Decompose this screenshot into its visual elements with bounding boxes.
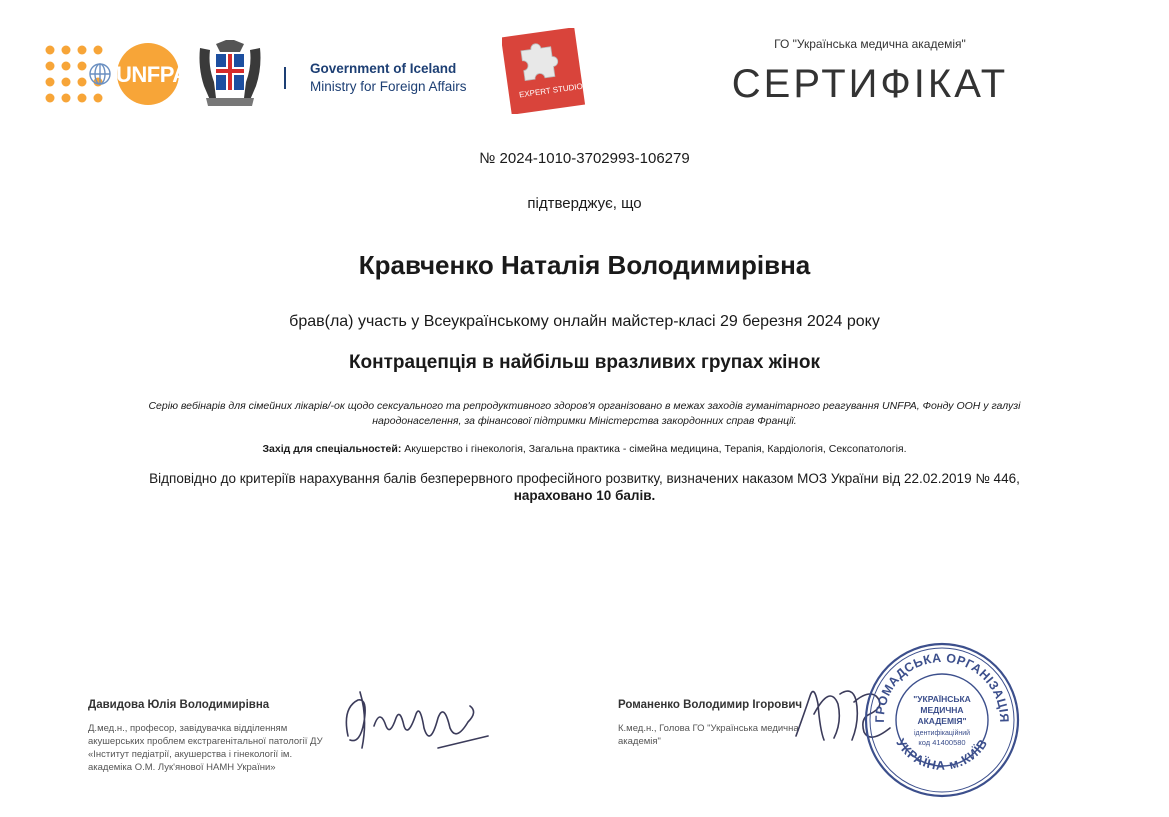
gov-iceland-subtitle: Ministry for Foreign Affairs — [310, 79, 467, 94]
organization-name: ГО "Українська медична академія" — [774, 37, 966, 51]
signatory-right-name: Романенко Володимир Ігорович — [618, 699, 803, 711]
stamp-line: "УКРАЇНСЬКА — [913, 694, 971, 704]
specialties-line — [0, 443, 1169, 455]
signature-left — [338, 678, 498, 758]
certificate-title: СЕРТИФІКАТ — [731, 62, 1009, 106]
points-awarded: нараховано 10 балів. — [513, 488, 656, 503]
confirms-text: підтверджує, що — [527, 195, 642, 212]
stamp-outer-text: ГРОМАДСЬКА ОРГАНІЗАЦІЯ — [872, 650, 1012, 723]
stamp-bottom-text: УКРАЇНА м.КИЇВ — [893, 736, 991, 773]
stamp-line: код 41400580 — [918, 738, 966, 747]
signatory-left-name: Давидова Юлія Володимирівна — [88, 699, 270, 711]
un-emblem-icon — [90, 64, 110, 84]
gov-iceland-title: Government of Iceland — [310, 61, 457, 76]
signatory-left-description: Д.мед.н., професор, завідувачка відділенням акушерських проблем екстрагенітальної патології ДУ «Інститут педіатрії, акушерства і гінекології ім. академіка О.М. Лук'янової НАМН України» — [88, 723, 323, 773]
specialties-label: Захід для спеціальностей: — [262, 443, 402, 455]
stamp-line: АКАДЕМІЯ" — [917, 716, 967, 726]
gov-divider — [284, 67, 286, 89]
course-title: Контрацепція в найбільш вразливих групах жінок — [348, 352, 821, 373]
participation-text: брав(ла) участь у Всеукраїнському онлайн майстер-класі 29 березня 2024 року — [289, 313, 880, 330]
stamp-line: МЕДИЧНА — [920, 705, 964, 715]
specialties-list: Акушерство і гінекологія, Загальна практика - сімейна медицина, Терапія, Кардіологія, Сексопатологія. — [401, 443, 907, 455]
organization-stamp — [862, 640, 1022, 800]
criteria-text: Відповідно до критеріїв нарахування балів безперервного професійного розвитку, визначених наказом МОЗ України від 22.02.2019 № 446, — [149, 471, 1020, 486]
series-note: Серію вебінарів для сімейних лікарів/-ок щодо сексуального та репродуктивного здоров'я організовано в межах заходів гуманітарного реагування UNFPA, Фонду ООН у галузі народонаселення, за фінансової підтримки Міністерства закордонних справ Франції. — [148, 400, 1021, 427]
unfpa-label: UNFPA — [116, 62, 188, 87]
expert-studio-logo — [502, 28, 586, 114]
stamp-line: ідентифікаційний — [913, 730, 971, 737]
iceland-coat-of-arms-icon — [196, 38, 264, 108]
recipient-name: Кравченко Наталія Володимирівна — [358, 250, 811, 280]
signatory-right-description: К.мед.н., Голова ГО "Українська медична академія" — [618, 723, 799, 747]
certificate-number: № 2024-1010-3702993-106279 — [479, 150, 690, 167]
expert-studio-label: EXPERT STUDIO — [518, 81, 584, 100]
